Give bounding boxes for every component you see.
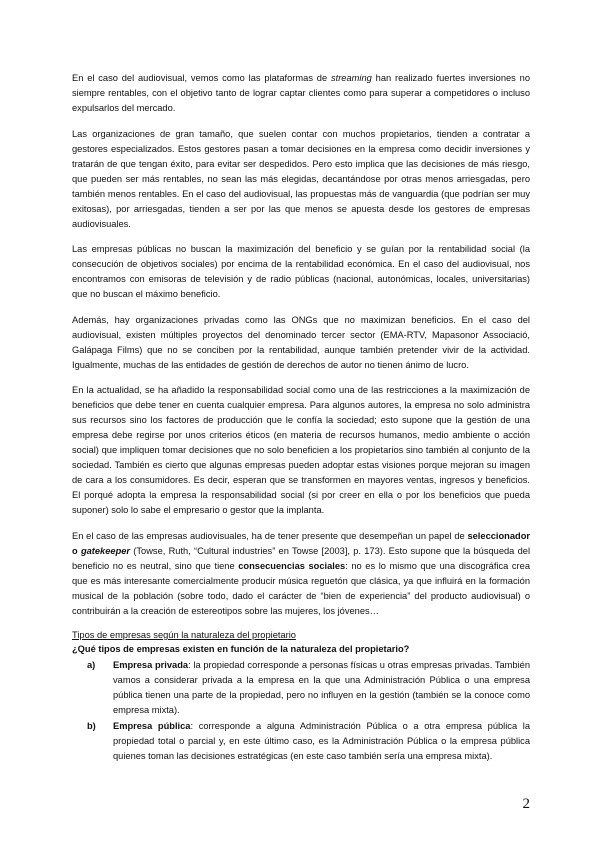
paragraph-social-responsibility: En la actualidad, se ha añadido la responsabilidad social como una de las restricciones a la maximización de beneficios que debe tener en cuenta cualquier empresa. Para algunos autores, la empresa no solo administra sus recursos sino los factores de producción que le confía la sociedad; esto supone que la gestión de una empresa debe regirse por unos criterios éticos (en materia de recursos humanos, medio ambiente o acción social) que impliquen tomar decisiones que no solo beneficien a los propietarios sino también al conjunto de la sociedad. También es cierto que algunas empresas pueden adoptar estas visiones porque mejoran su imagen de cara a los consumidores. Es decir, esperan que se transformen en mayores ventas, ingresos y beneficios. El porqué adopta la empresa la responsabilidad social (si por creer en ella o por los beneficios que pueda suponer) solo lo sabe el empresario o gestor que la implanta.	[72, 385, 530, 515]
list-text: : corresponde a alguna Administración Pública o a otra empresa pública la propiedad total o parcial y, en este último caso, es la Administración Pública o la empresa pública quienes toman las decisiones estratégicas (en este caso también sería una empresa mixta).	[113, 721, 530, 761]
list-text: : la propiedad corresponde a personas físicas u otras empresas privadas. También vamos a considerar privada a la empresa en la que una Administración Pública o una empresa pública tienen una parte de la propiedad, pero no influyen en la gestión (también se la conoce como empresa mixta).	[113, 660, 530, 715]
page-number: 2	[522, 796, 530, 812]
paragraph-text: (Towse, Ruth, “Cultural industries” en Towse [2003], p. 173). Esto supone que la búsqueda del beneficio no es neutral, sino que tiene	[72, 545, 531, 571]
bold-term: consecuencias sociales	[238, 560, 346, 571]
paragraph-text: : no es lo mismo que una discográfica crea que es más interesante comercialmente producir música reguetón que clásica, ya que influirá en la formación musical de la población (sobre todo, dado el carácter de “bien de experiencia” del producto audiovisual) o contribuirán a la creación de estereotipos sobre las mujeres, los jóvenes…	[72, 560, 530, 616]
paragraph-text: han realizado fuertes inversiones no siempre rentables, con el objetivo tanto de lograr captar clientes como para superar a competidores o incluso expulsarlos del mercado.	[72, 73, 530, 113]
paragraph-large-organizations: Las organizaciones de gran tamaño, que suelen contar con muchos propietarios, tienden a contratar a gestores especializados. Estos gestores pasan a tomar decisiones en la empresa como decidir inversiones y tratarán de que tengan éxito, para evitar ser despedidos. Pero esto implica que las decisiones de más riesgo, que pueden ser más rentables, no sean las más elegidas, decantándose por otras menos arriesgadas, pero también menos rentables. En el caso del audiovisual, las propuestas más de vanguardia (que podrían ser muy exitosas), por arriesgadas, tienden a ser por las que menos se apuesta desde los gestores de empresas audiovisuales.	[72, 128, 530, 229]
bold-term: seleccionador o gatekeeper	[72, 530, 530, 556]
list-marker: b)	[87, 721, 96, 731]
list-item	[72, 719, 530, 764]
list-term: Empresa pública	[113, 721, 191, 731]
paragraph-gatekeeper	[72, 529, 530, 619]
list-item	[72, 658, 530, 718]
list-term: Empresa privada	[113, 660, 189, 670]
paragraph-ngos: Además, hay organizaciones privadas como las ONGs que no maximizan beneficios. En el caso del audiovisual, existen múltiples proyectos del denominado tercer sector (EMA-RTV, Mapasonor Associació, Galápaga Films) que no se conciben por la rentabilidad, aunque también pretender vivir de la actividad. Igualmente, muchas de las entidades de gestión de derechos de autor no tienen ánimo de lucro.	[72, 314, 530, 370]
paragraph-public-companies: Las empresas públicas no buscan la maximización del beneficio y se guían por la rentabilidad social (la consecución de objetivos sociales) por encima de la rentabilidad económica. En el caso del audiovisual, nos encontramos con emisoras de televisión y de radio públicas (nacional, autonómicas, locales, universitarias) que no buscan el máximo beneficio.	[72, 244, 530, 299]
paragraph-text: En el caso de las empresas audiovisuales, ha de tener presente que desempeñan un papel de	[72, 530, 468, 541]
company-types-list	[72, 658, 530, 764]
paragraph-text: En el caso del audiovisual, vemos como las plataformas de	[72, 73, 331, 83]
paragraph-streaming	[72, 71, 530, 116]
italic-term: streaming	[330, 73, 372, 83]
section-question: ¿Qué tipos de empresas existen en función de la naturaleza del propietario?	[72, 644, 410, 654]
section-title: Tipos de empresas según la naturaleza del propietario	[72, 630, 296, 640]
page-content	[72, 71, 530, 765]
list-marker: a)	[87, 660, 96, 670]
